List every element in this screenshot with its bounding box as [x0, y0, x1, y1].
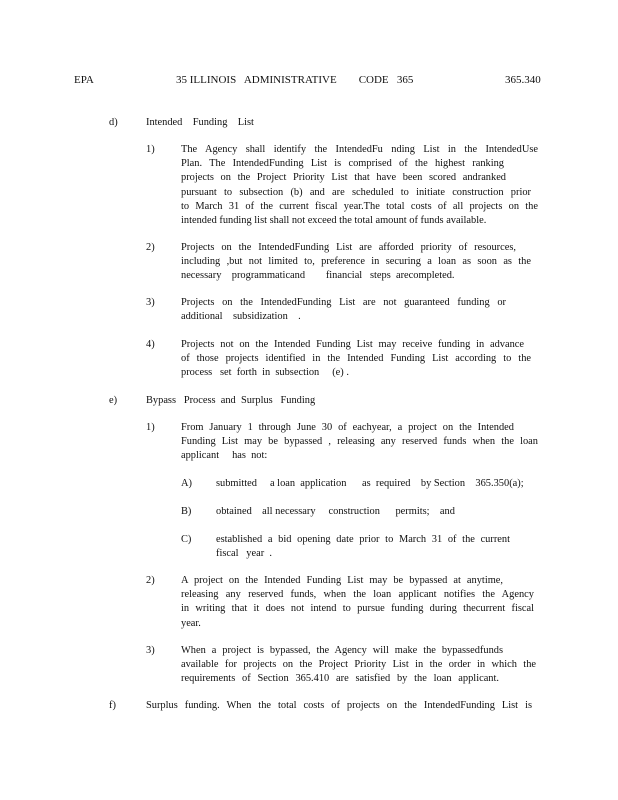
- d-item-4-marker: 4): [146, 339, 155, 350]
- e-item-1-marker: 1): [146, 422, 155, 433]
- e-subitem-c-text: [216, 533, 510, 561]
- e-subitem-a-text: [216, 477, 524, 491]
- text-line: intended funding list shall not exceed the total amount of funds available.: [181, 215, 487, 227]
- text-line: Surplus funding. When the total costs of projects on the IntendedFunding List is: [146, 700, 532, 711]
- text-line: additional subsidization .: [181, 311, 301, 323]
- text-line: available for projects on the Project Priority List in the order in which the: [181, 659, 536, 671]
- text-line: pursuant to subsection (b) and are scheduled to initiate construction prior: [181, 186, 531, 198]
- text-line: process set forth in subsection (e) .: [181, 367, 349, 379]
- text-line: releasing any reserved funds, when the loan applicant notifies the Agency: [181, 589, 534, 601]
- subsection-d-heading: Intended Funding List: [146, 117, 254, 128]
- text-line: year.: [181, 617, 201, 629]
- d-item-1-text: [181, 143, 538, 228]
- d-item-4-text: [181, 338, 531, 381]
- text-line: Funding List may be bypassed , releasing any reserved funds when the loan: [181, 436, 538, 448]
- e-subitem-a-marker: A): [181, 478, 192, 489]
- header-agency: EPA: [74, 74, 94, 86]
- text-line: obtained all necessary construction permits; and: [216, 506, 455, 517]
- text-line: necessary programmaticand financial steps arecompleted.: [181, 270, 455, 282]
- text-line: Projects not on the Intended Funding List may receive funding in advance: [181, 339, 524, 350]
- e-item-3-text: [181, 644, 536, 687]
- d-item-1-marker: 1): [146, 144, 155, 155]
- text-line: Projects on the IntendedFunding List are not guaranteed funding or: [181, 297, 506, 308]
- text-line: Projects on the IntendedFunding List are afforded priority of resources,: [181, 242, 516, 253]
- e-item-1-text: [181, 421, 538, 464]
- e-subitem-b-text: [216, 505, 456, 519]
- header-title: 35 ILLINOIS ADMINISTRATIVE CODE 365: [176, 74, 414, 86]
- text-line: From January 1 through June 30 of eachyear, a project on the Intended: [181, 422, 514, 433]
- text-line: including ,but not limited to, preference in securing a loan as soon as the: [181, 256, 531, 268]
- text-line: established a bid opening date prior to March 31 of the current: [216, 534, 510, 545]
- text-line: Plan. The IntendedFunding List is comprised of the highest ranking: [181, 158, 504, 170]
- d-item-3-marker: 3): [146, 297, 155, 308]
- text-line: submitted a loan application as required by Section 365.350(a);: [216, 478, 524, 489]
- text-line: A project on the Intended Funding List may be bypassed at anytime,: [181, 575, 503, 586]
- header-section-number: 365.340: [505, 74, 541, 86]
- text-line: projects on the Project Priority List that have been scored andranked: [181, 172, 506, 184]
- e-item-2-marker: 2): [146, 575, 155, 586]
- text-line: of those projects identified in the Intended Funding List according to the: [181, 353, 531, 365]
- e-subitem-c-marker: C): [181, 534, 192, 545]
- subsection-d-marker: d): [109, 117, 118, 128]
- text-line: to March 31 of the current fiscal year.The total costs of all projects on the: [181, 200, 538, 212]
- d-item-2-marker: 2): [146, 242, 155, 253]
- subsection-f-marker: f): [109, 700, 116, 711]
- e-item-2-text: [181, 574, 534, 631]
- d-item-3-text: [181, 296, 506, 324]
- text-line: When a project is bypassed, the Agency will make the bypassedfunds: [181, 645, 503, 656]
- subsection-f-text: [146, 699, 532, 713]
- text-line: applicant has not:: [181, 450, 268, 462]
- e-subitem-b-marker: B): [181, 506, 192, 517]
- text-line: requirements of Section 365.410 are satisfied by the loan applicant.: [181, 673, 499, 685]
- e-item-3-marker: 3): [146, 645, 155, 656]
- subsection-e-marker: e): [109, 395, 118, 406]
- subsection-e-heading: Bypass Process and Surplus Funding: [146, 395, 316, 406]
- d-item-2-text: [181, 241, 531, 284]
- text-line: fiscal year .: [216, 548, 272, 560]
- text-line: in writing that it does not intend to pursue funding during thecurrent fiscal: [181, 603, 534, 615]
- text-line: The Agency shall identify the IntendedFu nding List in the IntendedUse: [181, 144, 538, 155]
